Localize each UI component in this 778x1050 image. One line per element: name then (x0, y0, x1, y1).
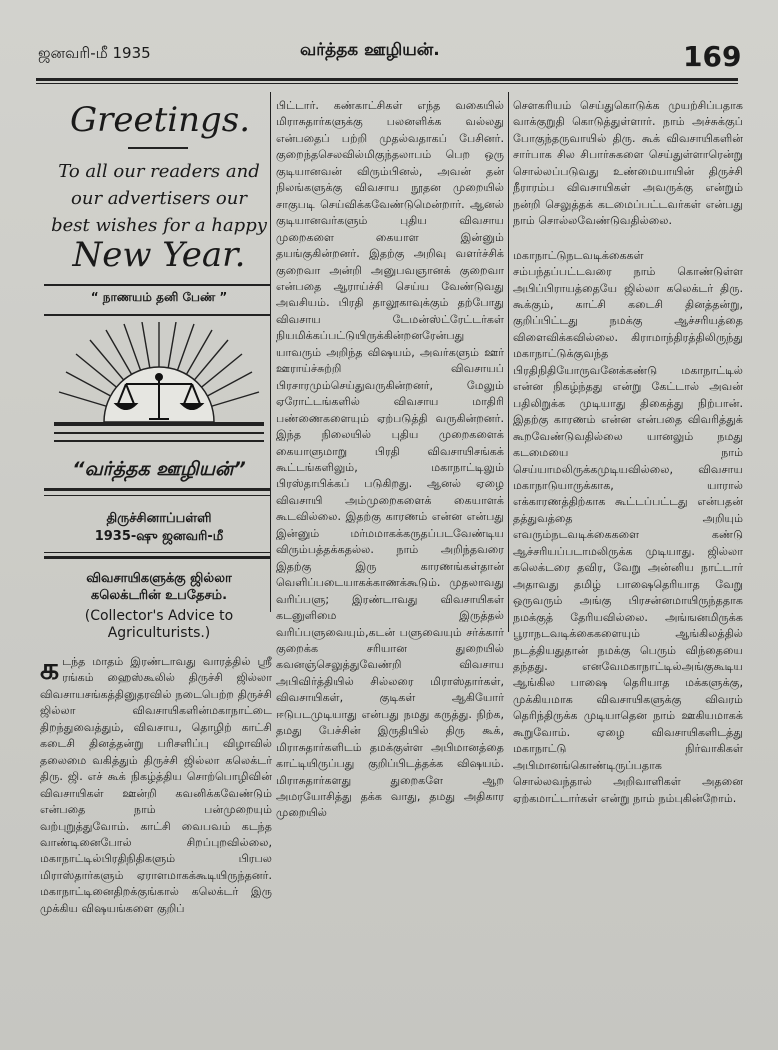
divider (44, 556, 270, 559)
greeting-line: best wishes for a happy (51, 215, 267, 236)
article-paragraph: டந்த மாதம் இரண்டாவது வாரத்தில் ஸ்ரீ ரங்கம் ஹைஸ்கூலில் திருச்சி ஜில்லா விவசாயசங்கத்தினுதரவில் நடைபெற்ற திருச்சி ஜில்லா விவசாயிகளின்மகாநாட்டை திறந்துவைத்தும், விவசாய, தொழிற் காட்சி கடைசி தினத்தன்று பரிசளிப்பு விழாவில் தலைமை வகித்தும் திருச்சி ஜில்லா கலெக்டர் திரு. ஜி. எச் கூக் நிகழ்த்திய சொற்பொழிவின் விவசாயிகள் ஊன்றி கவனிக்கவேண்டும் என்பதை நாம் பன்முறையும் வற்புறுத்துவோம். காட்சி வைபவம் கடந்த வாண்டினைபோல் சிறப்புறவில்லை, மகாநாட்டில்பிரதிநிதிகளும் பிரபல மிராஸ்தார்களும் ஏராளமாகக்கூடியிருந்தனர். மகாநாட்டினைதிறக்குங்கால் கலெக்டர் இரு முக்கிய விஷயங்களை குறிப் (40, 655, 272, 915)
header-rule-thin (36, 83, 738, 84)
masthead-date: 1935-ஷு ஜனவரி-மீ (94, 529, 224, 544)
article-heading-line: கலெக்டரின் உபதேசம். (90, 588, 228, 603)
article-column-2 (276, 98, 504, 1014)
drop-cap: க (40, 654, 60, 687)
column-divider (508, 92, 509, 632)
article-column-3 (513, 98, 743, 1014)
header-rule (36, 78, 738, 81)
article-column-1 (40, 654, 272, 1014)
greeting-line: our advertisers our (71, 188, 247, 209)
divider (44, 284, 270, 286)
masthead-place-date (44, 510, 274, 546)
publication-name: வர்த்தக ஊழியன். (300, 40, 440, 60)
article-heading-line: (Collector's Advice to (84, 608, 234, 624)
greeting-text (44, 158, 274, 239)
divider (44, 552, 270, 553)
divider (44, 314, 270, 316)
greeting-line: To all our readers and (58, 161, 260, 182)
greeting-underline (128, 147, 188, 149)
motto: “ நாணயம் தனி பேண் ” (90, 290, 228, 304)
article-paragraph: பிட்டார். கண்காட்சிகள் எந்த வகையில் மிராசுதார்களுக்கு பலனளிக்க வல்லது என்பதைப் பற்றி முதல்வதாகப் பேசினர். குறைந்தசெலவில்மிகுந்தலாபம் பெற ஒரு குடியானவன் விரும்பினல், அவன் தன் நிலங்களுக்கு விவசாய நூதன முறையில் சாகுபடி செய்விக்கவேண்டுமென்றார். ஆனல் குடியானவர்களும் புதிய விவசாய முறைகளை கையாள இன்னும் தயங்குகின்றனர். இதற்கு அறிவு வளர்ச்சிக் குறைவா அன்றி அனுபவஞானக் குறைவா என்பதை ஆராய்ச்சி செய்ய வேண்டுவது அவசியம். பிரதி தாலூகாவுக்கும் தற்போது விவசாய டேமன்ஸ்ட்ரேட்டர்கள் நியமிக்கப்பட்டுயிருக்கின்றனரேன்பது யாவரும் அறிந்த விஷயம், அவர்களும் ஊர் ஊராய்ச்சுற்றி விவசாயப் பிரசாரமும்செய்துவருகின்றனர், மேலும் ஏரோட்டங்களில் விவசாய மாதிரி பண்ணைகளையும் ஏற்படுத்தி வருகின்றனர். இந்த நிலையில் புதிய முறைகளைக் கையாளுமாறு பிரதி விவசாயிசங்கக் கூட்டங்களிலும், மகாநாட்டிலும் பிரஸ்தாபிக்கப் படுகிறது. ஆனல் ஏழை விவசாயி அம்முறைகளைக் கையாளக் கூடவில்லை. இதற்கு காரணம் என்ன என்பது இன்னும் மர்மமாகக்கருதப்படவேண்டிய விரும்பத்தக்கதல்ல. நாம் அறிந்தவரை இதற்கு இரு காரணங்கள்தான் வெளிப்படையாகக்காணக்கூடும். முதலாவது வரிப்பளு; இரண்டாவது விவசாயிகள் கடனுளிமை இருத்தல் வரிப்பளுவையும்,கடன் பளுவையும் சர்க்கார் குறைக்க சரியான துறையில் கவனஞ்செலுத்துவேண்றி விவசாய அபிவிர்த்தியில் சில்லரை மிராஸ்தார்கள், விவசாயிகள், குடிகள் ஆகியோர் ஈடுபடமுடியாது என்பது நமது கருத்து. நிற்க, தமது பேச்சின் இருதியில் திரு கூக், மிராசுதார்களிடம் தமக்குள்ள அபிமானத்தை காட்டியிருப்பது குறிப்பிடத்தக்க விஷயம். மிராசுதார்களது துறைகளே ஆற அமரயோசித்து தக்க வாது, தமது அதிகார முறையில் (276, 99, 504, 820)
article-heading-line: விவசாயிகளுக்கு ஜில்லா (86, 571, 232, 586)
article-heading-tamil (44, 570, 274, 604)
article-paragraph: மகாநாட்டுநடவடிக்கைகள் சம்பந்தப்பட்டவரை நாம் கொண்டுள்ள அபிப்பிராயத்தையே ஜில்லா கலெக்டர் திரு. கூக்கும், காட்சி கடைசி தினத்தன்று, குறிப்பிட்டது நமக்கு ஆச்சரியத்தை விளைவிக்கவில்லை. கிராமாந்திரத்திலிருந்து மகாநாட்டுக்குவந்த பிரதிநிதியோருவனேக்கண்டு மகாநாட்டில் என்ன நிகழ்ந்தது என்று கேட்டால் அவன் பதிலிறுக்க முடியாது திகைத்து நிற்பான். இதற்கு காரணம் என்ன என்பதை விவரித்துக் கூறவேண்டுவதில்லை யானலும் நமது கடமையை நாம் செய்யாமலிருக்கமுடியவில்லை, விவசாய மகாநாடுயாருக்காக, யாரால் எக்காரணத்திற்காக கூட்டப்பட்டது என்பதன் தத்துவத்தை அறியும் எவரும்நடவடிக்கைகளை கண்டு ஆச்சரியப்படாமலிருக்க முடியாது. ஜில்லா கலெக்டரை தவிர, வேறு அன்னிய நாட்டார் அதாவது தமிழ் பாஷைதெரியாத வேறு ஒருவரும் அங்கு பிரசன்னமாயிருந்ததாக நமக்குத் தேரியவில்லை. அங்ஙனமிருக்க பூராநடவடிக்கைகளையும் ஆங்கிலத்தில் நடத்தியதுதான் நமக்கு பெரும் விந்தையை தந்தது. எனவேமகாநாட்டில்அங்குகூடிய ஆங்கில பாஷை தெரியாத மக்களுக்கு, முக்கியமாக விவசாயிகளுக்கு விவரம் தெரிந்திருக்க முடியாதென நாம் ஊகியமாகக் கூறுவோம். ஏழை விவசாயிகளிடத்து மகாநாட்டு நிர்வாகிகள் அபிமானங்கொண்டிருப்பதாக சொல்லவந்தால் அறிவாளிகள் அதனை ஏற்கமாட்டார்கள் என்று நாம் நம்புகின்றோம். (513, 248, 743, 805)
divider (44, 495, 270, 496)
issue-date: ஜனவரி-மீ 1935 (38, 44, 151, 62)
page-number: 169 (683, 40, 742, 73)
masthead-place: திருச்சினாப்பள்ளி (106, 511, 212, 526)
article-heading-line: Agriculturists.) (107, 625, 211, 641)
masthead-title: “வர்த்தக ஊழியன்” (72, 458, 246, 480)
article-paragraph: சௌகரியம் செய்துகொடுக்க முயற்சிப்பதாக வாக்குறுதி கொடுத்துள்ளார். நாம் அச்சுக்குப் போகுந்தருவாயில் திரு. கூக் விவசாயிகளின் சார்பாக சில சிபார்சுகளை செய்துள்ளாரென்று சொல்லப்படுவது உண்மையாயின் திருச்சி நீராரம்ப விவசாயிகள் அவருக்கு என்றும் நன்றி செலுத்தக் கடமைப்பட்டவர்கள் என்பது நாம் சொல்லவேண்டுவதில்லை. (513, 99, 743, 228)
scales-of-justice-logo (54, 322, 264, 450)
greeting-title: Greetings. (69, 100, 251, 140)
divider (44, 488, 270, 491)
article-heading-english (44, 608, 274, 642)
greeting-new-year: New Year. (72, 235, 246, 275)
